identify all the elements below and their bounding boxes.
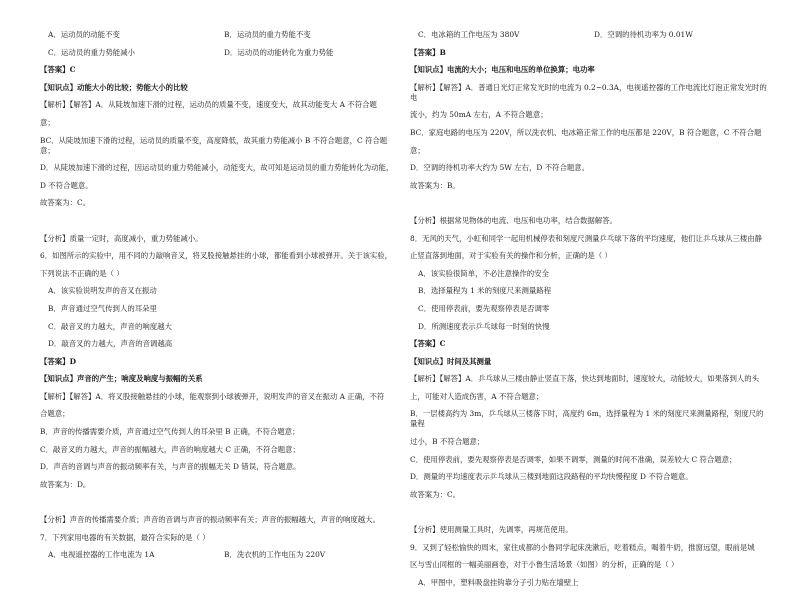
option-text: B．洗衣机的工作电压为 220V (224, 550, 326, 560)
option-line: A．该实验说明发声的音叉在振动 (48, 286, 157, 296)
text-line: 【分析】声音的传播需要介质；声音的音调与声音的振动频率有关；声音的振幅越大，声音的响度越大。 (40, 515, 380, 525)
spacer (40, 497, 400, 507)
option-text: D．运动员的动能转化为重力势能 (224, 47, 334, 57)
text-line: 下列说法不正确的是（ ） (40, 268, 124, 278)
option-row (40, 48, 400, 58)
text-line: 故答案为：D。 (40, 479, 91, 489)
answer-tag-line: 【知识点】时间及其测量 (410, 356, 492, 366)
text-line: 故答案为：B。 (410, 180, 460, 190)
text-line: 9．又到了轻松愉快的周末，家住成都的小鲁同学起床洗漱后，吃着糕点，喝着牛奶，推窗远望，眼前是城 (410, 542, 755, 552)
answer-tag-line: 【知识点】电流的大小；电压和电压的单位换算；电功率 (410, 65, 595, 75)
text-line: C．敲音叉的力越大，声音的振幅越大，声音的响度越大 C 正确，不符合题意； (40, 444, 300, 454)
answer-tag-line: 【答案】C (410, 339, 446, 349)
text-line: 【解析】【解答】A．将叉股接触悬挂的小球，能观察到小球被弹开，说明发声的音叉在振动 A 正确，不符 (40, 391, 385, 401)
text-line: 意； (410, 145, 425, 155)
text-line: 区与雪山同框的一幅美丽画卷，对于小鲁生活场景（如图）的分析，正确的是（ ） (410, 560, 679, 570)
text-line: 故答案为：C。 (410, 489, 460, 499)
option-line: B．选择量程为 1 米的刻度尺来测量路程 (418, 286, 552, 296)
text-line: 6．如图所示的实验中，用不同的力敲响音叉，将叉股接触悬挂的小球，都能看到小球被弹开。关于该实验， (40, 251, 393, 261)
option-line: D．所测速度表示乒乓球每一时刻的快慢 (418, 321, 550, 331)
option-line: A．甲图中，塑料吸盘挂钩靠分子引力贴在墙壁上 (418, 577, 579, 587)
option-line: C．使用停表前，要先观察停表是否调零 (418, 303, 550, 313)
text-line: 【解析】【解答】A．普通日光灯正常发光时的电流为 0.2~0.3A，电视遥控器的工作电流比灯泡正常发光时的电 (410, 82, 767, 102)
option-row (40, 550, 400, 560)
option-text: C．电冰箱的工作电压为 380V (418, 30, 520, 39)
option-text: A．电视遥控器的工作电流为 1A (48, 550, 155, 560)
answer-tag-line: 【知识点】声音的产生；响度及响度与振幅的关系 (40, 374, 203, 384)
text-line: 8．无风的天气，小虹和同学一起用机械停表和刻度尺测量乒乓球下落的平均速度，他们让乒乓球从三楼由静 (410, 233, 763, 243)
text-line: BC．从陡坡加速下滑的过程，运动员的质量不变，高度降低，故其重力势能减小 B 不符合题意，C 符合题意； (40, 135, 388, 155)
text-line: 合题意； (40, 409, 70, 419)
option-text: A．运动员的动能不变 (48, 30, 120, 39)
left-column (40, 30, 400, 568)
text-line: 上，可能对人造成伤害，A 不符合题意； (410, 391, 544, 401)
text-line: 止竖直落到地面，对于实验有关的操作和分析，正确的是（ ） (410, 251, 612, 261)
text-line: 【分析】使用测量工具时，先调零，再规范使用。 (410, 525, 573, 535)
option-text: C．运动员的重力势能减小 (48, 47, 135, 57)
text-line: D．声音的音调与声音的振动频率有关，与声音的振幅无关 D 错误，符合题意。 (40, 462, 301, 472)
spacer (410, 198, 770, 208)
option-line: C．敲音叉的力越大，声音的响度越大 (48, 321, 172, 331)
answer-tag-line: 【答案】B (410, 47, 446, 57)
text-line: 【分析】根据常见物体的电流、电压和电功率，结合数据解答。 (410, 215, 617, 225)
text-line: BC．家庭电路的电压为 220V，所以洗衣机、电冰箱正常工作的电压都是 220V，B 符合题意，C 不符合题 (410, 127, 762, 137)
answer-tag-line: 【答案】C (40, 65, 76, 75)
text-line: 【解析】【解答】A．从陡坡加速下滑的过程，运动员的质量不变，速度变大，故其动能变大 A 不符合题 (40, 100, 377, 110)
option-text: B．运动员的重力势能不变 (224, 30, 311, 39)
option-row (40, 30, 400, 40)
option-line: A．该实验很简单，不必注意操作的安全 (418, 268, 549, 278)
answer-tag-line: 【答案】D (40, 356, 76, 366)
right-column (410, 30, 770, 595)
text-line: D 不符合题意。 (40, 180, 93, 190)
text-line: 7．下列家用电器的有关数据，最符合实际的是（ ） (40, 532, 210, 542)
option-line: D．敲音叉的力越大，声音的音调越高 (48, 339, 173, 349)
option-row (410, 30, 770, 40)
option-line: B．声音通过空气传到人的耳朵里 (48, 303, 157, 313)
text-line: D．测量的平均速度表示乒乓球从三楼到地面这段路程的平均快慢程度 D 不符合题意。 (410, 472, 693, 482)
text-line: 【分析】质量一定时，高度减小，重力势能减小。 (40, 233, 203, 243)
text-line: C．使用停表前，要先观察停表是否调零，如果不调零，测量的时间不准确，误差较大 C 符合题意； (410, 454, 737, 464)
text-line: D．空调的待机功率大约为 5W 左右，D 不符合题意。 (410, 163, 590, 173)
text-line: B．一层楼高约为 3m，乒乓球从三楼落下时，高度约 6m，选择量程为 1 米的刻度尺来测量路程，刻度尺的量程 (410, 409, 764, 429)
answer-tag-line: 【知识点】动能大小的比较；势能大小的比较 (40, 82, 188, 92)
option-text: D．空调的待机功率为 0.01W (594, 30, 693, 39)
spacer (40, 216, 400, 226)
text-line: 【解析】【解答】A．乒乓球从三楼由静止竖直下落，快达到地面时，速度较大，动能较大，如果落到人的头 (410, 374, 760, 384)
text-line: D．从陡坡加速下滑的过程，因运动员的重力势能减小，动能变大，故可知是运动员的重力势能转化为动能， (40, 163, 394, 173)
text-line: 故答案为：C。 (40, 198, 90, 208)
spacer (410, 507, 770, 517)
text-line: 流小，约为 50mA 左右，A 不符合题意； (410, 110, 548, 120)
text-line: 意； (40, 117, 55, 127)
text-line: 过小，B 不符合题意； (410, 437, 485, 447)
text-line: B．声音的传播需要介质，声音通过空气传到人的耳朵里 B 正确，不符合题意； (40, 427, 300, 437)
